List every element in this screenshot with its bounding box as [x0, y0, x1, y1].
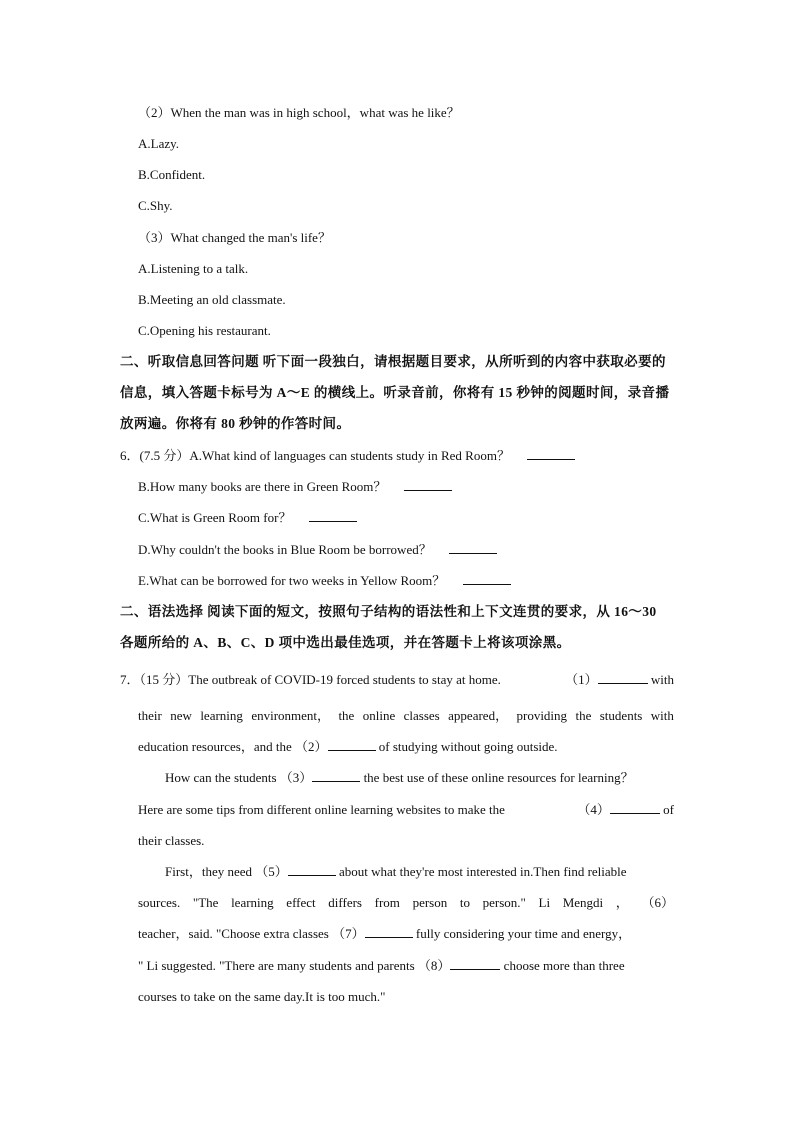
q7-line-3-text: education resources，and the （2）	[138, 739, 328, 754]
q7-line-8-word: sources.	[138, 895, 181, 910]
q5-sub2-option-c: C.Shy.	[138, 198, 173, 213]
q7-line-2-word: the	[575, 708, 592, 723]
q6-question-e: E.What can be borrowed for two weeks in Yellow Room？	[138, 573, 446, 588]
q7-line-9	[138, 925, 631, 943]
q7-line-8-word: learning	[231, 895, 274, 910]
q6-item-c	[138, 509, 357, 527]
q5-sub3-option-c: C.Opening his restaurant.	[138, 323, 271, 338]
q7-line-2-word: online	[362, 708, 396, 723]
q7-line-4-end: the best use of these online resources for learning？	[363, 770, 634, 785]
q7-line-10-text: " Li suggested. "There are many students and parents （8）	[138, 958, 451, 973]
q6-item-e	[138, 572, 511, 590]
q7-line-4-text: How can the students （3）	[165, 770, 313, 785]
section-grammar-line-2: 各题所给的 A、B、C、D 项中选出最佳选项，并在答题卡上将该项涂黑。	[120, 635, 571, 650]
q7-line-7-end: about what they're most interested in.Then find reliable	[339, 864, 627, 879]
q7-line-2-word: providing	[516, 708, 568, 723]
q6-blank-b[interactable]	[404, 478, 452, 491]
q7-line-2-word: new	[170, 708, 192, 723]
q7-line-8-word: "The	[192, 895, 219, 910]
q7-line-8-word: differs	[328, 895, 362, 910]
q7-line-8-word: to	[459, 895, 470, 910]
q7-line-8	[138, 894, 674, 912]
q7-line-4	[165, 769, 634, 787]
q7-blank-3[interactable]	[312, 769, 360, 782]
q7-blank-4[interactable]	[610, 801, 660, 814]
q7-line-2	[138, 707, 674, 725]
q7-line-3	[138, 738, 558, 756]
section-listening-line-3: 放两遍。你将有 80 秒钟的作答时间。	[120, 416, 351, 431]
q6-item-a	[120, 447, 575, 465]
q7-line-7-text: First，they need （5）	[165, 864, 288, 879]
q7-line-9-text: teacher，said. "Choose extra classes （7）	[138, 926, 365, 941]
q7-blank-8[interactable]	[450, 957, 500, 970]
q6-question-a: A.What kind of languages can students study in Red Room？	[189, 448, 510, 463]
q5-sub2-option-a: A.Lazy.	[138, 136, 180, 151]
q5-sub3-option-a: A.Listening to a talk.	[138, 261, 249, 276]
q7-line-1-text: 7．（15 分）The outbreak of COVID-19 forced students to stay at home.	[120, 672, 501, 687]
q7-line-2-word: with	[650, 708, 674, 723]
q7-line-2-word: classes	[403, 708, 440, 723]
q6-question-d: D.Why couldn't the books in Blue Room be borrowed？	[138, 542, 432, 557]
q7-blank-1-label: （1）	[565, 672, 598, 687]
section-listening-line-2: 信息，填入答题卡标号为 A～E 的横线上。听录音前，你将有 15 秒钟的阅题时间，录音播	[120, 385, 670, 400]
q7-line-8-word: Li	[538, 895, 551, 910]
q7-line-2-word: appeared，	[448, 708, 509, 723]
q6-blank-e[interactable]	[463, 572, 511, 585]
q6-question-b: B.How many books are there in Green Room？	[138, 479, 387, 494]
q7-line-3-end: of studying without going outside.	[378, 739, 558, 754]
q7-line-9-end: fully considering your time and energy，	[415, 926, 632, 941]
q5-sub3-option-b: B.Meeting an old classmate.	[138, 292, 286, 307]
q7-line-8-word: from	[374, 895, 400, 910]
q7-blank-4-label: （4）	[577, 802, 610, 817]
q6-item-d	[138, 541, 497, 559]
q7-line-2-word: students	[599, 708, 643, 723]
q7-line-2-word: the	[338, 708, 355, 723]
q7-line-5	[138, 801, 674, 819]
q7-line-5-end: of	[663, 802, 674, 817]
q7-line-7	[165, 863, 627, 881]
q7-line-2-word: learning	[200, 708, 243, 723]
q6-blank-a[interactable]	[527, 447, 575, 460]
q6-label: 6．(7.5 分）	[120, 448, 190, 463]
section-listening-line-1: 二、听取信息回答问题 听下面一段独白，请根据题目要求，从所听到的内容中获取必要的	[120, 354, 666, 369]
q7-blank-1[interactable]	[598, 671, 648, 684]
q6-blank-d[interactable]	[449, 541, 497, 554]
q7-line-2-word: environment，	[251, 708, 331, 723]
q5-sub2-question: （2）When the man was in high school，what was he like？	[138, 105, 460, 120]
q6-blank-c[interactable]	[309, 509, 357, 522]
q7-line-1-end: with	[650, 672, 674, 687]
q5-sub2-option-b: B.Confident.	[138, 167, 206, 182]
q7-blank-6-label: （6）	[641, 895, 674, 910]
q7-line-8-word: effect	[286, 895, 316, 910]
section-grammar-line-1: 二、语法选择 阅读下面的短文，按照句子结构的语法性和上下文连贯的要求，从 16～30	[120, 604, 657, 619]
q7-blank-5[interactable]	[288, 863, 336, 876]
q7-line-6: their classes.	[138, 833, 205, 848]
q7-line-10	[138, 957, 625, 975]
q7-line-10-end: choose more than three	[503, 958, 625, 973]
q6-item-b	[138, 478, 452, 496]
q7-line-8-word: Mengdi	[562, 895, 604, 910]
q7-line-8-word: person."	[482, 895, 526, 910]
q5-sub3-question: （3）What changed the man's life？	[138, 230, 331, 245]
q7-line-11: courses to take on the same day.It is too much."	[138, 989, 386, 1004]
q7-line-8-word: ，	[615, 895, 629, 910]
q7-line-1	[120, 671, 674, 689]
q7-line-8-word: person	[412, 895, 448, 910]
q7-line-5-text: Here are some tips from different online learning websites to make the	[138, 802, 505, 817]
q7-blank-7[interactable]	[365, 925, 413, 938]
q7-blank-2[interactable]	[328, 738, 376, 751]
q7-line-2-word: their	[138, 708, 162, 723]
q6-question-c: C.What is Green Room for？	[138, 510, 292, 525]
